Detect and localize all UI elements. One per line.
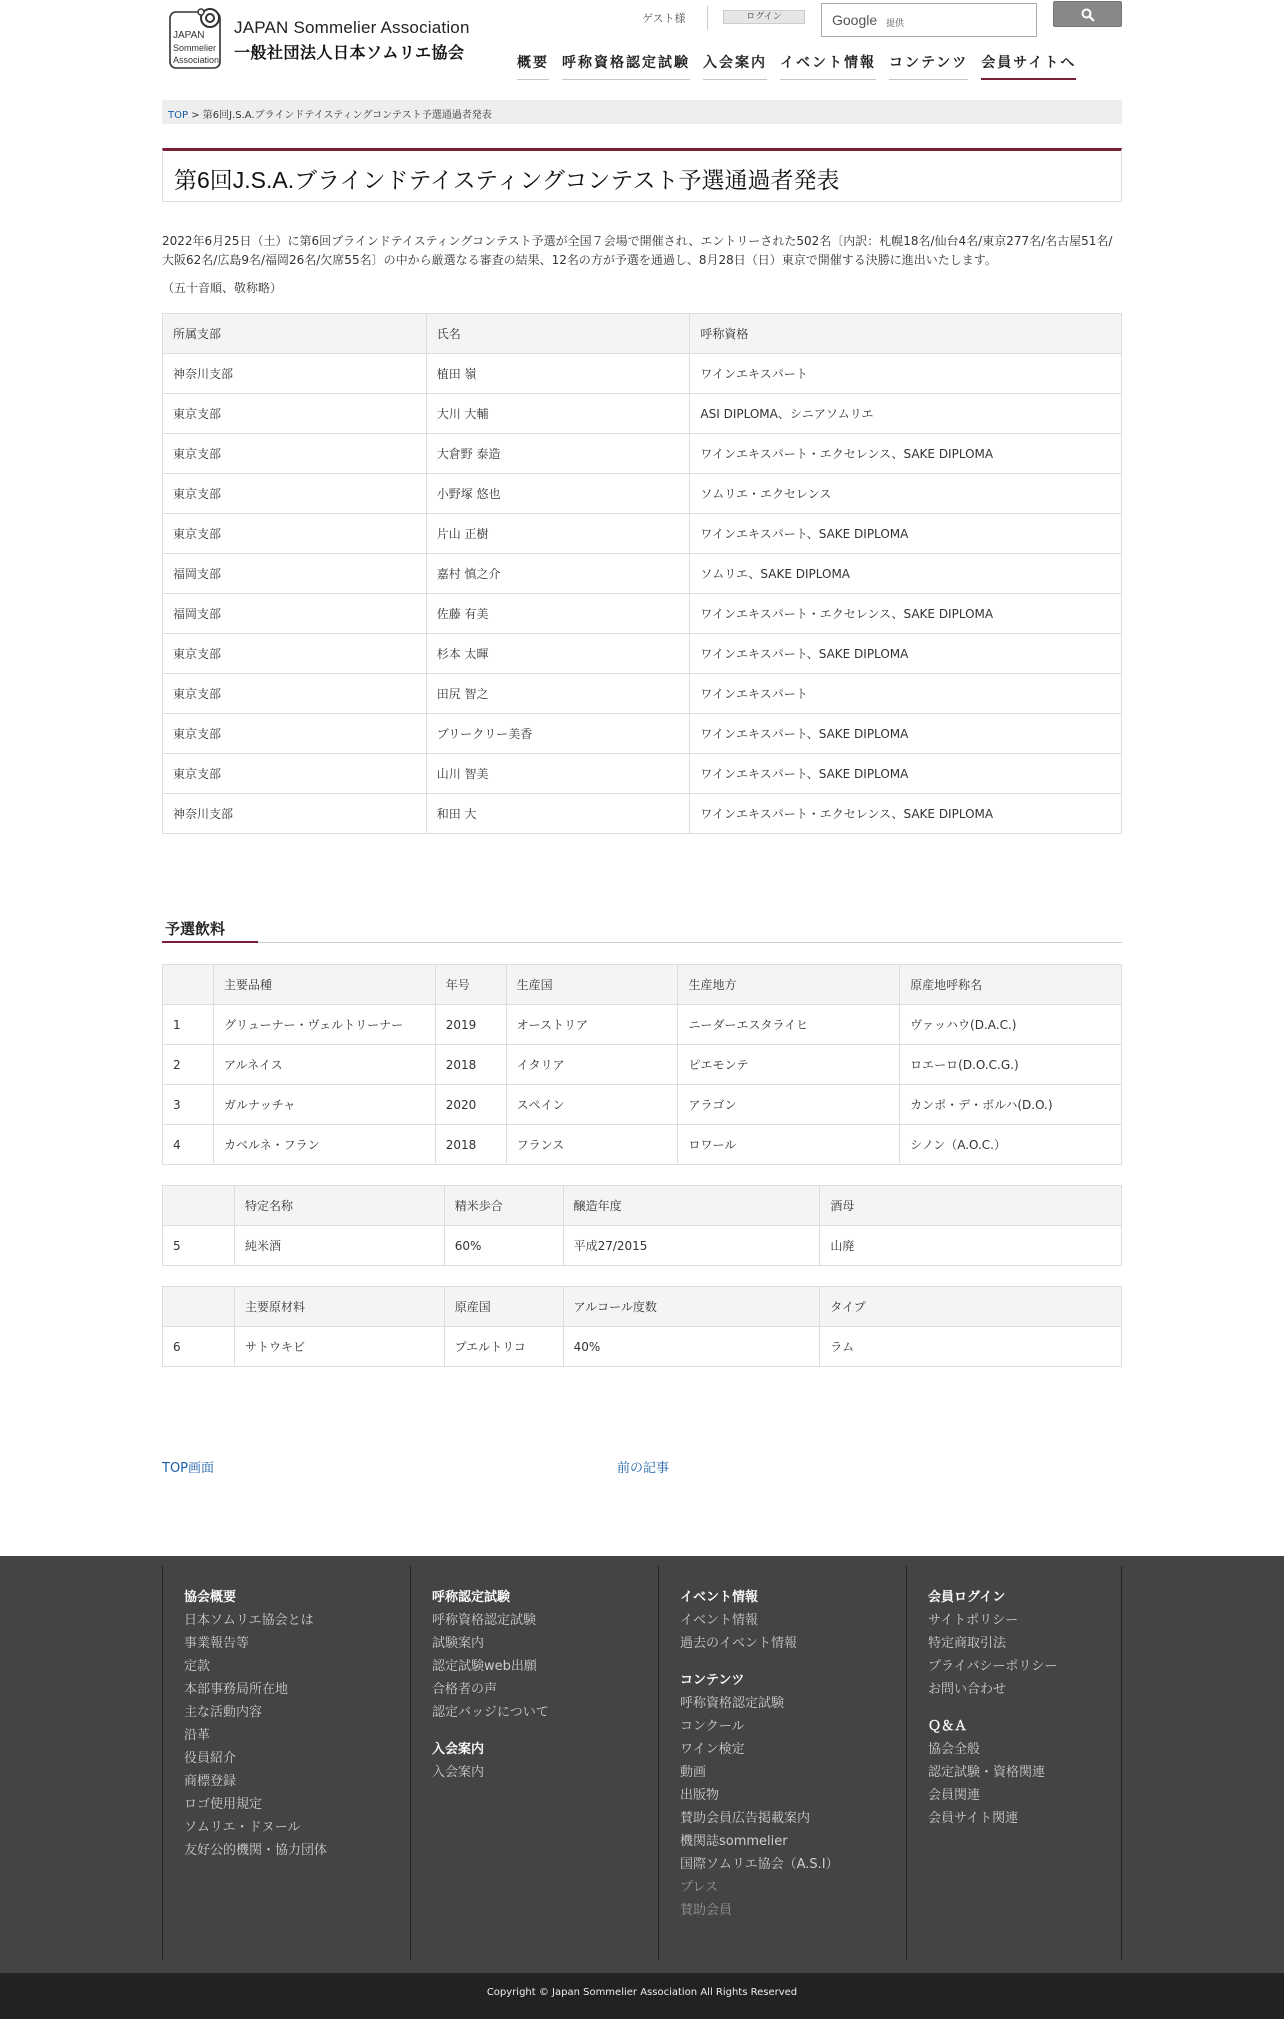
footer-col-exam xyxy=(410,1566,658,1960)
spirits-table xyxy=(162,1286,1122,1367)
footer-link[interactable]: サイトポリシー xyxy=(928,1613,1019,1628)
login-button[interactable]: ログイン xyxy=(723,10,805,24)
table-cell: 60% xyxy=(444,1226,563,1266)
table-cell: 呼称資格 xyxy=(690,314,1122,354)
footer-link[interactable]: 賛助会員広告掲載案内 xyxy=(680,1811,811,1826)
table-row xyxy=(163,434,1122,474)
footer-link[interactable]: 認定試験web出願 xyxy=(432,1659,537,1674)
table-cell: 小野塚 悠也 xyxy=(426,474,690,514)
table-cell: 嘉村 慎之介 xyxy=(426,554,690,594)
table-cell: グリューナー・ヴェルトリーナー xyxy=(213,1005,435,1045)
table-row xyxy=(163,794,1122,834)
table-cell: タイプ xyxy=(820,1287,1122,1327)
copyright: Copyright © Japan Sommelier Association All Rights Reserved xyxy=(0,1973,1284,2019)
winners-table xyxy=(162,313,1122,834)
footer-heading: イベント情報 xyxy=(680,1590,759,1605)
table-cell: ワインエキスパート、SAKE DIPLOMA xyxy=(690,714,1122,754)
table-cell: 東京支部 xyxy=(163,634,427,674)
logo-text-en: JAPAN Sommelier Association xyxy=(234,18,470,37)
footer-link[interactable]: 商標登録 xyxy=(184,1774,237,1789)
table-cell: ワインエキスパート xyxy=(690,674,1122,714)
header-divider xyxy=(707,6,708,30)
footer-link[interactable]: 国際ソムリエ協会（A.S.I） xyxy=(680,1857,839,1872)
footer-heading: Ｑ＆Ａ xyxy=(928,1719,968,1734)
page-title-box xyxy=(162,148,1122,202)
table-cell: 大倉野 泰造 xyxy=(426,434,690,474)
table-cell: 原産国 xyxy=(444,1287,563,1327)
section-heading xyxy=(162,918,1122,943)
section-title: 予選飲料 xyxy=(165,920,226,938)
footer-link[interactable]: 動画 xyxy=(680,1765,707,1780)
table-cell: アルネイス xyxy=(213,1045,435,1085)
table-cell: ニーダーエスタライヒ xyxy=(678,1005,900,1045)
footer-link[interactable]: プライバシーポリシー xyxy=(928,1659,1058,1674)
table-row xyxy=(163,394,1122,434)
table-cell: 4 xyxy=(163,1125,214,1165)
table-cell: ロエーロ(D.O.C.G.) xyxy=(900,1045,1122,1085)
table-cell: 佐藤 有美 xyxy=(426,594,690,634)
table-cell: 精米歩合 xyxy=(444,1186,563,1226)
table-cell: 東京支部 xyxy=(163,474,427,514)
footer-link[interactable]: 呼称資格認定試験 xyxy=(680,1696,785,1711)
footer-link[interactable]: 賛助会員 xyxy=(680,1903,733,1918)
table-cell: 東京支部 xyxy=(163,514,427,554)
footer-link[interactable]: ソムリエ・ドヌール xyxy=(184,1820,301,1835)
site-header xyxy=(162,0,1122,95)
table-cell: ブリークリー美香 xyxy=(426,714,690,754)
table-cell: 2018 xyxy=(435,1045,506,1085)
table-cell: ガルナッチャ xyxy=(213,1085,435,1125)
table-cell: アラゴン xyxy=(678,1085,900,1125)
table-cell: 山廃 xyxy=(820,1226,1122,1266)
wine-table xyxy=(162,964,1122,1165)
footer-link[interactable]: 合格者の声 xyxy=(432,1682,498,1697)
table-cell: 酒母 xyxy=(820,1186,1122,1226)
footer-link[interactable]: 協会全般 xyxy=(928,1742,981,1757)
site-footer xyxy=(0,1556,1284,1973)
table-row xyxy=(163,634,1122,674)
table-row xyxy=(163,674,1122,714)
table-row xyxy=(163,554,1122,594)
table-cell: 5 xyxy=(163,1226,235,1266)
table-row xyxy=(163,594,1122,634)
table-cell: スペイン xyxy=(506,1085,678,1125)
table-cell: 主要品種 xyxy=(213,965,435,1005)
footer-link[interactable]: ロゴ使用規定 xyxy=(184,1797,263,1812)
table-cell: ピエモンテ xyxy=(678,1045,900,1085)
breadcrumb-current: 第6回J.S.A.ブラインドテイスティングコンテスト予選通過者発表 xyxy=(202,110,492,121)
table-cell: サトウキビ xyxy=(234,1327,444,1367)
table-cell: ワインエキスパート・エクセレンス、SAKE DIPLOMA xyxy=(690,434,1122,474)
search-provider: 提供 xyxy=(886,19,905,29)
table-cell: 氏名 xyxy=(426,314,690,354)
table-cell: 1 xyxy=(163,1005,214,1045)
table-cell: 純米酒 xyxy=(234,1226,444,1266)
intro-text: 2022年6月25日（土）に第6回ブラインドテイスティングコンテスト予選が全国７会場で開催され、エントリーされた502名〔内訳：札幌18名/仙台4名/東京277名/名古屋51名/大阪62名/広島9名/福岡26名/欠席55名〕の中から厳選なる審査の結果、12名の方が予選を通過し、8月28日（日）東京で開催する決勝に進出いたします。 xyxy=(162,234,1113,267)
table-cell: 杉本 太暉 xyxy=(426,634,690,674)
page-title: 第6回J.S.A.ブラインドテイスティングコンテスト予選通過者発表 xyxy=(174,167,840,193)
table-cell: 2018 xyxy=(435,1125,506,1165)
footer-heading: 入会案内 xyxy=(432,1742,485,1757)
nav-events[interactable]: イベント情報 xyxy=(780,52,876,80)
table-cell: オーストリア xyxy=(506,1005,678,1045)
nav-about[interactable]: 概要 xyxy=(517,52,549,80)
table-cell: ワインエキスパート・エクセレンス、SAKE DIPLOMA xyxy=(690,594,1122,634)
article-pager xyxy=(162,1457,1122,1477)
footer-link[interactable]: 呼称資格認定試験 xyxy=(432,1613,537,1628)
table-cell: ソムリエ、SAKE DIPLOMA xyxy=(690,554,1122,594)
footer-heading: 協会概要 xyxy=(184,1590,237,1605)
nav-membership[interactable]: 入会案内 xyxy=(703,52,767,80)
table-row xyxy=(163,1327,1122,1367)
table-row xyxy=(163,714,1122,754)
table-row xyxy=(163,514,1122,554)
table-cell xyxy=(163,1186,235,1226)
guest-label: ゲスト様 xyxy=(642,12,686,25)
footer-col-events xyxy=(658,1566,906,1960)
footer-link[interactable]: 認定試験・資格関連 xyxy=(928,1765,1046,1780)
table-cell: 生産国 xyxy=(506,965,678,1005)
table-cell: 福岡支部 xyxy=(163,594,427,634)
table-cell: 2019 xyxy=(435,1005,506,1045)
table-cell: 神奈川支部 xyxy=(163,794,427,834)
breadcrumb-separator: > xyxy=(191,110,200,121)
search-input[interactable] xyxy=(821,3,1037,37)
table-row xyxy=(163,1125,1122,1165)
footer-col-about xyxy=(162,1566,410,1960)
table-header-row xyxy=(163,314,1122,354)
table-cell: ソムリエ・エクセレンス xyxy=(690,474,1122,514)
table-row xyxy=(163,354,1122,394)
table-cell: 2020 xyxy=(435,1085,506,1125)
footer-heading: 呼称認定試験 xyxy=(432,1590,511,1605)
footer-link[interactable]: 日本ソムリエ協会とは xyxy=(184,1613,314,1628)
table-row xyxy=(163,474,1122,514)
logo-text-ja: 一般社団法人日本ソムリエ協会 xyxy=(234,43,465,62)
sake-table xyxy=(162,1185,1122,1266)
nav-certification-exam[interactable]: 呼称資格認定試験 xyxy=(562,52,690,80)
table-cell xyxy=(163,1287,235,1327)
footer-link[interactable]: 過去のイベント情報 xyxy=(680,1636,798,1651)
table-cell: 年号 xyxy=(435,965,506,1005)
footer-link[interactable]: 本部事務局所在地 xyxy=(184,1682,289,1697)
footer-link[interactable]: コンクール xyxy=(680,1719,745,1734)
footer-link[interactable]: 役員紹介 xyxy=(184,1751,237,1766)
footer-heading: 会員ログイン xyxy=(928,1590,1006,1605)
footer-link[interactable]: 主な活動内容 xyxy=(184,1705,263,1720)
footer-link[interactable]: イベント情報 xyxy=(680,1613,759,1628)
footer-link[interactable]: 試験案内 xyxy=(432,1636,485,1651)
breadcrumb-home-link[interactable]: TOP xyxy=(168,110,189,121)
table-cell: プエルトリコ xyxy=(444,1327,563,1367)
footer-link[interactable]: ワイン検定 xyxy=(680,1742,745,1757)
table-cell: ロワール xyxy=(678,1125,900,1165)
site-logo[interactable] xyxy=(168,6,468,72)
search-button[interactable] xyxy=(1053,1,1122,27)
table-cell: 山川 智美 xyxy=(426,754,690,794)
table-cell: 東京支部 xyxy=(163,714,427,754)
table-row xyxy=(163,1226,1122,1266)
footer-heading: コンテンツ xyxy=(680,1673,745,1688)
table-cell: ワインエキスパート、SAKE DIPLOMA xyxy=(690,754,1122,794)
table-header-row xyxy=(163,1186,1122,1226)
search-icon xyxy=(1081,8,1095,22)
table-cell: 東京支部 xyxy=(163,434,427,474)
table-row xyxy=(163,1085,1122,1125)
footer-link[interactable]: 事業報告等 xyxy=(184,1636,250,1651)
table-cell: 福岡支部 xyxy=(163,554,427,594)
table-cell: 主要原材料 xyxy=(234,1287,444,1327)
table-cell: ラム xyxy=(820,1327,1122,1367)
table-cell: 神奈川支部 xyxy=(163,354,427,394)
logo-mark-line-3: Association xyxy=(173,55,220,65)
table-cell: ワインエキスパート xyxy=(690,354,1122,394)
table-cell: 田尻 智之 xyxy=(426,674,690,714)
logo-mark-icon xyxy=(168,6,230,70)
table-cell: 和田 大 xyxy=(426,794,690,834)
footer-link[interactable]: 会員サイト関連 xyxy=(928,1811,1019,1826)
table-cell: 東京支部 xyxy=(163,754,427,794)
table-cell xyxy=(163,965,214,1005)
table-cell: ASI DIPLOMA、シニアソムリエ xyxy=(690,394,1122,434)
table-header-row xyxy=(163,965,1122,1005)
table-cell: 醸造年度 xyxy=(563,1186,820,1226)
footer-link[interactable]: 友好公的機関・協力団体 xyxy=(184,1843,328,1858)
table-cell: ワインエキスパート、SAKE DIPLOMA xyxy=(690,514,1122,554)
footer-link[interactable]: 機関誌sommelier xyxy=(680,1834,788,1849)
table-cell: 植田 嶺 xyxy=(426,354,690,394)
table-cell: 6 xyxy=(163,1327,235,1367)
section-title-underline xyxy=(162,941,258,943)
table-cell: 40% xyxy=(563,1327,820,1367)
table-cell: 2 xyxy=(163,1045,214,1085)
table-cell: 東京支部 xyxy=(163,394,427,434)
footer-link[interactable]: 入会案内 xyxy=(432,1765,485,1780)
search-brand: Google xyxy=(832,12,878,28)
table-cell: カンポ・デ・ボルハ(D.O.) xyxy=(900,1085,1122,1125)
logo-mark-line-2: Sommelier xyxy=(173,43,217,53)
table-cell: ワインエキスパート、SAKE DIPLOMA xyxy=(690,634,1122,674)
table-cell: 原産地呼称名 xyxy=(900,965,1122,1005)
top-page-link[interactable]: TOP画面 xyxy=(162,1461,215,1476)
footer-link[interactable]: 認定バッジについて xyxy=(432,1705,549,1720)
footer-link[interactable]: 会員関連 xyxy=(928,1788,981,1803)
table-row xyxy=(163,754,1122,794)
table-cell: 生産地方 xyxy=(678,965,900,1005)
prev-article-link[interactable]: 前の記事 xyxy=(617,1461,670,1476)
table-cell: フランス xyxy=(506,1125,678,1165)
table-cell: ワインエキスパート・エクセレンス、SAKE DIPLOMA xyxy=(690,794,1122,834)
table-cell: アルコール度数 xyxy=(563,1287,820,1327)
table-row xyxy=(163,1005,1122,1045)
global-nav xyxy=(517,52,1076,80)
footer-link[interactable]: 沿革 xyxy=(184,1728,211,1743)
table-cell: カベルネ・フラン xyxy=(213,1125,435,1165)
table-cell: シノン（A.O.C.） xyxy=(900,1125,1122,1165)
footer-link[interactable]: プレス xyxy=(680,1880,719,1895)
table-header-row xyxy=(163,1287,1122,1327)
table-cell: 3 xyxy=(163,1085,214,1125)
footer-link[interactable]: お問い合わせ xyxy=(928,1682,1007,1697)
table-cell: 大川 大輔 xyxy=(426,394,690,434)
table-cell: 片山 正樹 xyxy=(426,514,690,554)
table-cell: 特定名称 xyxy=(234,1186,444,1226)
footer-link[interactable]: 定款 xyxy=(184,1659,211,1674)
logo-mark-line-1: JAPAN xyxy=(173,30,205,41)
footer-link[interactable]: 特定商取引法 xyxy=(928,1636,1007,1651)
table-cell: 東京支部 xyxy=(163,674,427,714)
page-container xyxy=(162,0,1122,1477)
nav-contents[interactable]: コンテンツ xyxy=(889,52,968,80)
nav-member-site[interactable]: 会員サイトへ xyxy=(981,52,1076,80)
breadcrumb xyxy=(162,100,1122,124)
table-cell: ヴァッハウ(D.A.C.) xyxy=(900,1005,1122,1045)
footer-col-member xyxy=(906,1566,1122,1960)
table-cell: 所属支部 xyxy=(163,314,427,354)
order-note: （五十音順、敬称略） xyxy=(162,281,283,295)
table-row xyxy=(163,1045,1122,1085)
table-cell: 平成27/2015 xyxy=(563,1226,820,1266)
footer-link[interactable]: 出版物 xyxy=(680,1788,720,1803)
table-cell: イタリア xyxy=(506,1045,678,1085)
